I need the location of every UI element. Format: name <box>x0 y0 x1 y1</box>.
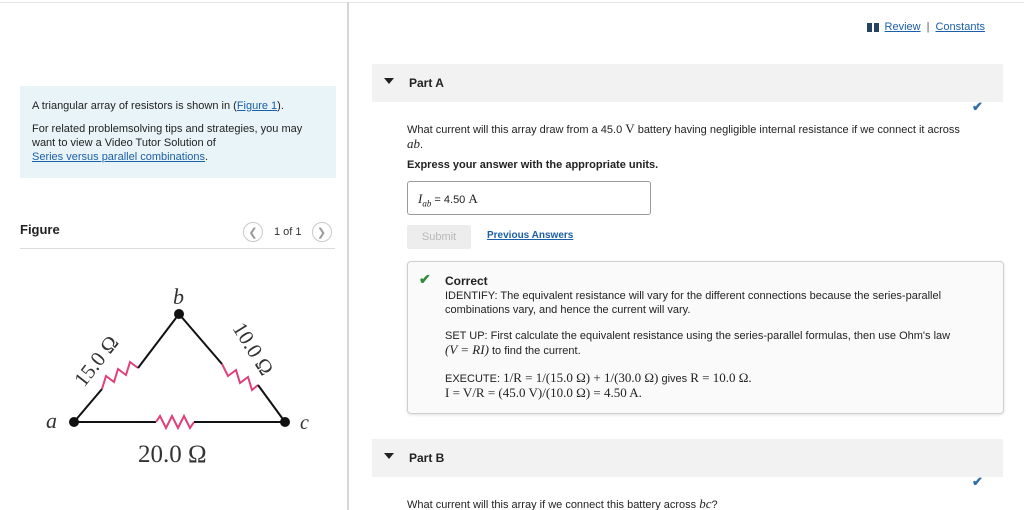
part-b-check-icon: ✔ <box>972 474 983 489</box>
part-a-header[interactable] <box>372 64 1003 102</box>
answer-field[interactable]: $I_{ab} = 4.50$ A <box>407 181 651 215</box>
part-b-label: Part B <box>409 451 445 465</box>
part-a-label: Part A <box>409 76 444 90</box>
express-instruction: Express your answer with the appropriate units. <box>407 159 659 171</box>
resistor-20 <box>156 416 194 428</box>
submit-button[interactable]: Submit <box>407 225 471 249</box>
resistor-10-label: 10.0 Ω <box>227 317 279 380</box>
top-rule <box>0 2 1024 3</box>
part-b-header[interactable] <box>372 439 1003 477</box>
figure-rule <box>20 248 335 249</box>
node-c-label: c <box>300 412 309 434</box>
node-b <box>174 309 184 319</box>
node-a <box>69 417 79 427</box>
feedback-title: Correct <box>445 274 488 288</box>
node-a-label: a <box>46 408 57 433</box>
node-b-label: b <box>173 284 184 309</box>
feedback-panel <box>407 261 1004 414</box>
node-c <box>280 417 290 427</box>
answer-variable: $I_{ab}$ <box>418 191 432 209</box>
chevron-left-icon[interactable]: ❮ <box>243 222 263 242</box>
answer-unit: A <box>468 191 478 206</box>
link-separator: | <box>926 21 930 33</box>
book-icon <box>867 23 879 32</box>
resistor-20-label: 20.0 Ω <box>138 441 207 468</box>
constants-link[interactable]: Constants <box>935 21 985 33</box>
part-a-question: What current will this array draw from a 45.0 V battery having negligible internal resistance if we connect it across ab. <box>407 121 960 151</box>
correct-check-icon: ✔ <box>419 271 431 287</box>
video-tutor-text: For related problemsolving tips and strategies, you may want to view a Video Tutor Solution of Series versus parallel combinations. <box>32 123 303 163</box>
figure-title: Figure <box>20 222 60 237</box>
feedback-setup: SET UP: First calculate the equivalent resistance using the series-parallel formulas, then use Ohm's law (V = RI) to find the current. <box>445 330 951 357</box>
collapse-triangle-icon[interactable] <box>384 453 394 459</box>
figure-counter: 1 of 1 <box>274 226 302 238</box>
wire-bc-1 <box>179 314 222 364</box>
feedback-identify: IDENTIFY: The equivalent resistance will vary for the different connections because the series-parallel combinations vary, and hence the current will vary. <box>445 290 942 316</box>
feedback-execute: EXECUTE: 1/R = 1/(15.0 Ω) + 1/(30.0 Ω) gives R = 10.0 Ω. I = V/R = (45.0 V)/(10.0 Ω) = 4.50 A. <box>445 370 752 400</box>
video-tutor-link[interactable]: Series versus parallel combinations <box>32 151 206 163</box>
intro-panel <box>20 86 336 178</box>
figure-link[interactable]: Figure 1 <box>236 100 278 112</box>
circuit-diagram <box>40 280 330 480</box>
review-link[interactable]: Review <box>884 21 921 33</box>
panel-divider <box>347 2 349 510</box>
intro-text: A triangular array of resistors is shown in (Figure 1). <box>32 100 284 112</box>
wire-ab-1 <box>74 389 102 422</box>
wire-ab-2 <box>138 314 179 368</box>
part-a-check-icon: ✔ <box>972 99 983 114</box>
collapse-triangle-icon[interactable] <box>384 78 394 84</box>
top-links <box>867 21 985 33</box>
figure-navigation <box>243 222 332 242</box>
previous-answers-link[interactable]: Previous Answers <box>487 230 574 241</box>
chevron-right-icon[interactable]: ❯ <box>312 222 332 242</box>
wire-bc-2 <box>258 385 285 422</box>
resistor-15-label: 15.0 Ω <box>69 330 124 392</box>
part-b-question: What current will this array if we connect this battery across bc? <box>407 496 718 510</box>
answer-value: 4.50 <box>443 194 466 206</box>
